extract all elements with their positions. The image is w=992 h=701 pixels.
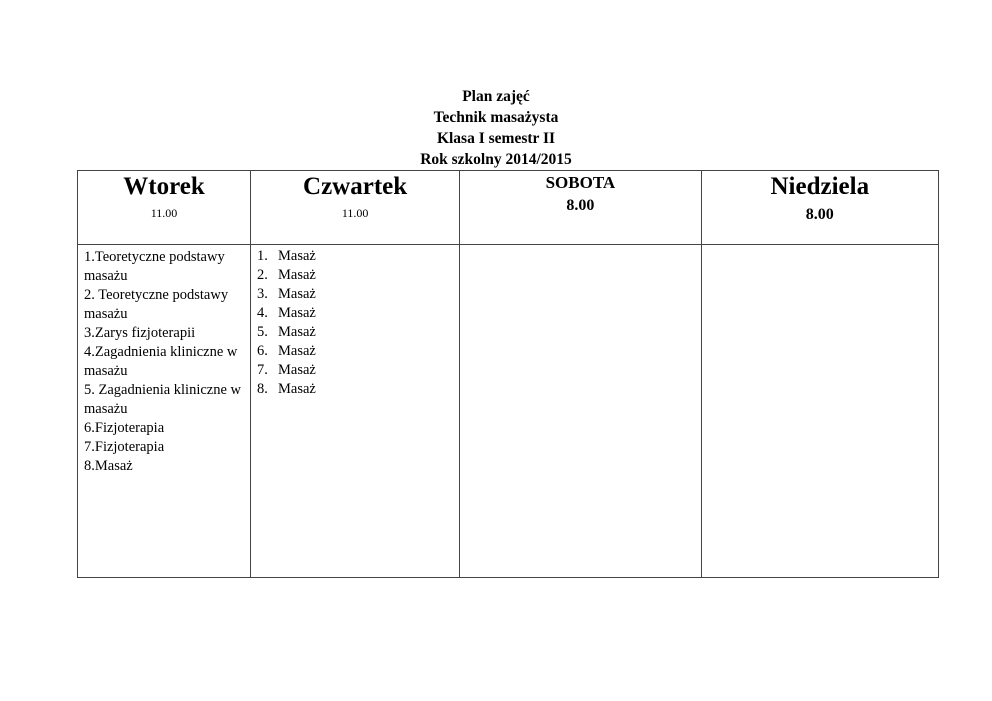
document-title [0, 86, 992, 170]
list-item: 3.Zarys fizjoterapii [84, 325, 196, 341]
header-cell-thursday [251, 171, 460, 245]
content-cell-tuesday [78, 245, 251, 578]
item-number: 4. [257, 305, 268, 321]
item-number: 8. [257, 381, 268, 397]
item-label: Masaż [278, 362, 316, 378]
title-line-4: Rok szkolny 2014/2015 [420, 151, 572, 168]
content-cell-saturday [460, 245, 701, 578]
item-number: 6. [257, 343, 268, 359]
item-label: Masaż [278, 305, 316, 321]
list-item [257, 285, 459, 304]
list-item: 4.Zagadnienia kliniczne w masażu [84, 344, 238, 379]
item-label: Masaż [278, 267, 316, 283]
list-item [257, 323, 459, 342]
day-name-thursday: Czwartek [303, 173, 408, 200]
list-item [257, 304, 459, 323]
day-time-thursday: 11.00 [341, 206, 369, 220]
list-item: 5. Zagadnienia kliniczne w masażu [84, 382, 242, 417]
list-item [257, 342, 459, 361]
header-cell-tuesday [78, 171, 251, 245]
list-item [257, 266, 459, 285]
content-cell-thursday [251, 245, 460, 578]
list-item [257, 380, 459, 399]
item-label: Masaż [278, 286, 316, 302]
header-cell-saturday [460, 171, 701, 245]
item-number: 1. [257, 248, 268, 264]
list-item [257, 361, 459, 380]
item-label: Masaż [278, 343, 316, 359]
list-item: 8.Masaż [84, 458, 133, 474]
list-item: 7.Fizjoterapia [84, 439, 165, 455]
item-label: Masaż [278, 248, 316, 264]
day-name-tuesday: Wtorek [123, 173, 205, 200]
list-item: 2. Teoretyczne podstawy masażu [84, 287, 229, 322]
day-time-tuesday: 11.00 [150, 206, 178, 220]
content-row [78, 245, 939, 578]
content-cell-sunday [701, 245, 938, 578]
title-line-2: Technik masażysta [433, 109, 559, 126]
title-line-1: Plan zajęć [462, 88, 530, 105]
day-name-saturday: SOBOTA [545, 173, 616, 192]
item-number: 5. [257, 324, 268, 340]
list-item: 6.Fizjoterapia [84, 420, 165, 436]
list-item: 1.Teoretyczne podstawy masażu [84, 249, 225, 284]
item-label: Masaż [278, 324, 316, 340]
day-name-sunday: Niedziela [770, 173, 870, 200]
item-number: 7. [257, 362, 268, 378]
item-number: 3. [257, 286, 268, 302]
thursday-subject-list [251, 245, 459, 399]
day-time-saturday: 8.00 [566, 197, 595, 214]
tuesday-subject-list [78, 245, 250, 476]
day-time-sunday: 8.00 [805, 206, 834, 223]
header-row [78, 171, 939, 245]
title-line-3: Klasa I semestr II [436, 130, 556, 147]
schedule-table [77, 170, 939, 578]
item-label: Masaż [278, 381, 316, 397]
list-item [257, 247, 459, 266]
item-number: 2. [257, 267, 268, 283]
header-cell-sunday [701, 171, 938, 245]
